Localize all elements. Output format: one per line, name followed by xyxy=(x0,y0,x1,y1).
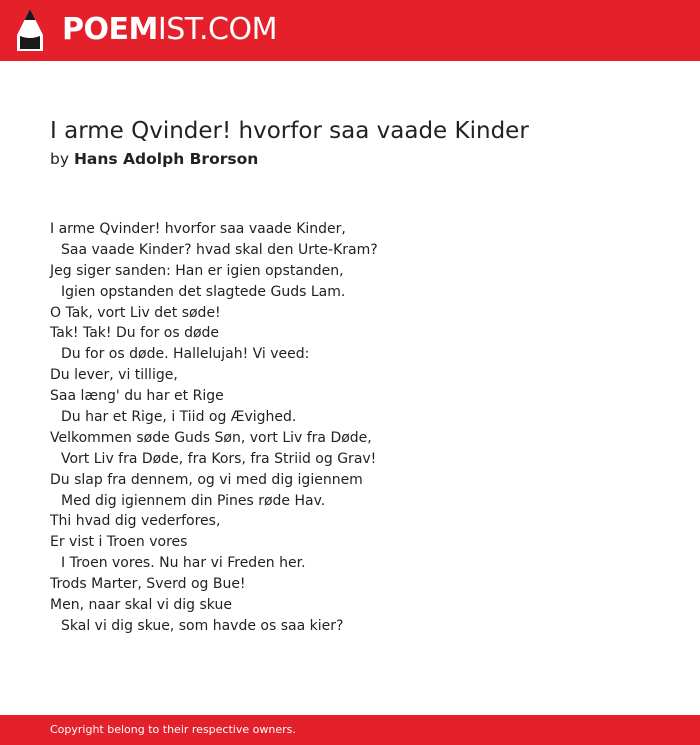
poem-line: Med dig igiennem din Pines røde Hav. xyxy=(61,492,326,509)
poem-line: Er vist i Troen vores xyxy=(50,534,188,551)
poem-line: Jeg siger sanden: Han er igien opstanden, xyxy=(50,262,344,279)
poem-line: Du slap fra dennem, og vi med dig igiennem xyxy=(50,471,363,488)
poem-line: Thi hvad dig vederfores, xyxy=(50,513,221,530)
poem-line: Igien opstanden det slagtede Guds Lam. xyxy=(61,283,346,300)
poem-line: Du for os døde. Hallelujah! Vi veed: xyxy=(61,346,310,363)
poem-title: I arme Qvinder! hvorfor saa vaade Kinder xyxy=(50,118,529,144)
poem-line: Velkommen søde Guds Søn, vort Liv fra Døde, xyxy=(50,429,372,446)
poem-line: Tak! Tak! Du for os døde xyxy=(50,325,220,342)
poem-line: I arme Qvinder! hvorfor saa vaade Kinder, xyxy=(50,221,346,237)
poem-line: Trods Marter, Sverd og Bue! xyxy=(50,576,246,593)
site-header xyxy=(0,0,700,61)
by-label: by xyxy=(50,150,70,168)
site-logo-text xyxy=(62,11,277,49)
logo-text-strong: POEM xyxy=(62,12,158,47)
poem-line: Du lever, vi tillige, xyxy=(50,367,178,384)
pencil-tip-icon xyxy=(17,9,43,51)
poem-line: Vort Liv fra Døde, fra Kors, fra Striid og Grav! xyxy=(61,450,377,467)
poem-line: Saa læng' du har et Rige xyxy=(50,388,224,405)
site-footer xyxy=(0,715,700,745)
logo-text-light: IST.COM xyxy=(157,12,277,47)
poem-line: Saa vaade Kinder? hvad skal den Urte-Kram? xyxy=(61,241,378,258)
author-name[interactable]: Hans Adolph Brorson xyxy=(73,150,259,168)
poem-line: Skal vi dig skue, som havde os saa kier? xyxy=(61,617,344,634)
copyright-text: Copyright belong to their respective owners. xyxy=(50,723,296,736)
poem-line: Men, naar skal vi dig skue xyxy=(50,597,232,614)
poem-byline xyxy=(50,149,258,169)
poem-body xyxy=(50,219,378,637)
poem-line: I Troen vores. Nu har vi Freden her. xyxy=(61,555,306,572)
poem-line: O Tak, vort Liv det søde! xyxy=(50,304,221,321)
poem-line: Du har et Rige, i Tiid og Ævighed. xyxy=(61,409,297,426)
